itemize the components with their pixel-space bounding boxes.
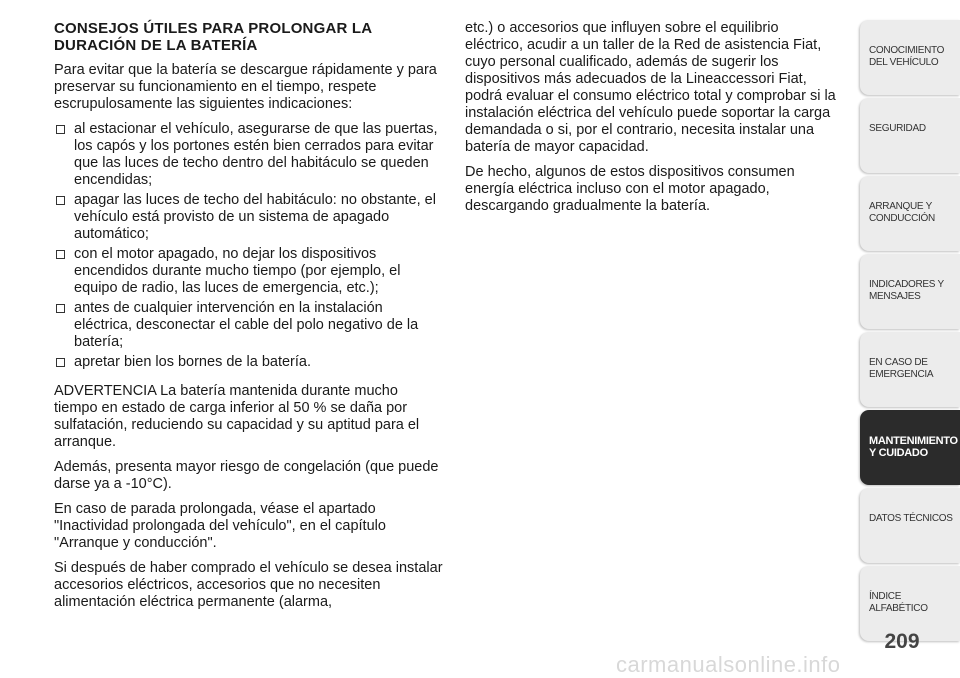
list-item: antes de cualquier intervención en la instalación eléctrica, desconectar el cable del polo negativo de la batería; xyxy=(54,300,444,351)
inactivity-paragraph: En caso de parada prolongada, véase el apartado "Inactividad prolongada del vehículo", en el capítulo "Arranque y conducción". xyxy=(54,501,386,551)
list-item: apretar bien los bornes de la batería. xyxy=(54,354,444,371)
checkbox-bullet-icon xyxy=(56,196,65,205)
watermark: carmanualsonline.info xyxy=(616,652,841,677)
tab-conocimiento[interactable]: CONOCIMIENTO DEL VEHÍCULO xyxy=(860,20,960,95)
tab-arranque[interactable]: ARRANQUE Y CONDUCCIÓN xyxy=(860,176,960,251)
checkbox-bullet-icon xyxy=(56,304,65,313)
list-item: al estacionar el vehículo, asegurarse de que las puertas, los capós y los portones estén bien cerrados para evitar que las luces de techo dentro del habitáculo se queden encendidas; xyxy=(54,121,444,189)
intro-paragraph: Para evitar que la batería se descargue rápidamente y para preservar su funcionamiento en el tiempo, respete escrupulosamente las siguientes indicaciones: xyxy=(54,62,437,112)
devices-paragraph: De hecho, algunos de estos dispositivos consumen energía eléctrica incluso con el motor apagado, descargando gradualmente la batería. xyxy=(465,164,795,214)
warning-paragraph: ADVERTENCIA La batería mantenida durante mucho tiempo en estado de carga inferior al 50 % se daña por sulfatación, reduciendo su capacidad y su aptitud para el arranque. xyxy=(54,383,420,450)
chapter-tabs xyxy=(860,20,960,644)
tab-datos-tecnicos[interactable]: DATOS TÉCNICOS xyxy=(860,488,960,563)
tips-list xyxy=(54,121,444,371)
checkbox-bullet-icon xyxy=(56,358,65,367)
list-item: con el motor apagado, no dejar los dispositivos encendidos durante mucho tiempo (por ejemplo, el equipo de radio, las luces de emergencia, etc.); xyxy=(54,246,444,297)
tab-seguridad[interactable]: SEGURIDAD xyxy=(860,98,960,173)
tab-indicadores[interactable]: INDICADORES Y MENSAJES xyxy=(860,254,960,329)
continued-paragraph: etc.) o accesorios que influyen sobre el equilibrio eléctrico, acudir a un taller de la Red de asistencia Fiat, cuyo personal cualificado, además de sugerir los dispositivos más adecuados de la Lineaccessori Fiat, podrá evaluar el consumo eléctrico total y comprobar si la instalación eléctrica del vehículo puede soportar la carga demandada o si, por el contrario, necesita instalar una batería de mayor capacidad. xyxy=(465,20,836,155)
checkbox-bullet-icon xyxy=(56,250,65,259)
page-number: 209 xyxy=(884,630,920,653)
checkbox-bullet-icon xyxy=(56,125,65,134)
list-item: apagar las luces de techo del habitáculo: no obstante, el vehículo está provisto de un sistema de apagado automático; xyxy=(54,192,444,243)
left-column xyxy=(54,20,444,619)
tab-indice-alfabetico[interactable]: ÍNDICE ALFABÉTICO xyxy=(860,566,960,641)
tab-emergencia[interactable]: EN CASO DE EMERGENCIA xyxy=(860,332,960,407)
right-column xyxy=(465,20,840,223)
accessories-paragraph: Si después de haber comprado el vehículo se desea instalar accesorios eléctricos, accesorios que no necesiten alimentación eléctrica permanente (alarma, xyxy=(54,560,443,610)
section-heading: CONSEJOS ÚTILES PARA PROLONGAR LA DURACIÓN DE LA BATERÍA xyxy=(54,20,372,54)
frost-paragraph: Además, presenta mayor riesgo de congelación (que puede darse ya a -10°C). xyxy=(54,459,439,492)
tab-mantenimiento[interactable]: MANTENIMIENTO Y CUIDADO xyxy=(860,410,960,485)
